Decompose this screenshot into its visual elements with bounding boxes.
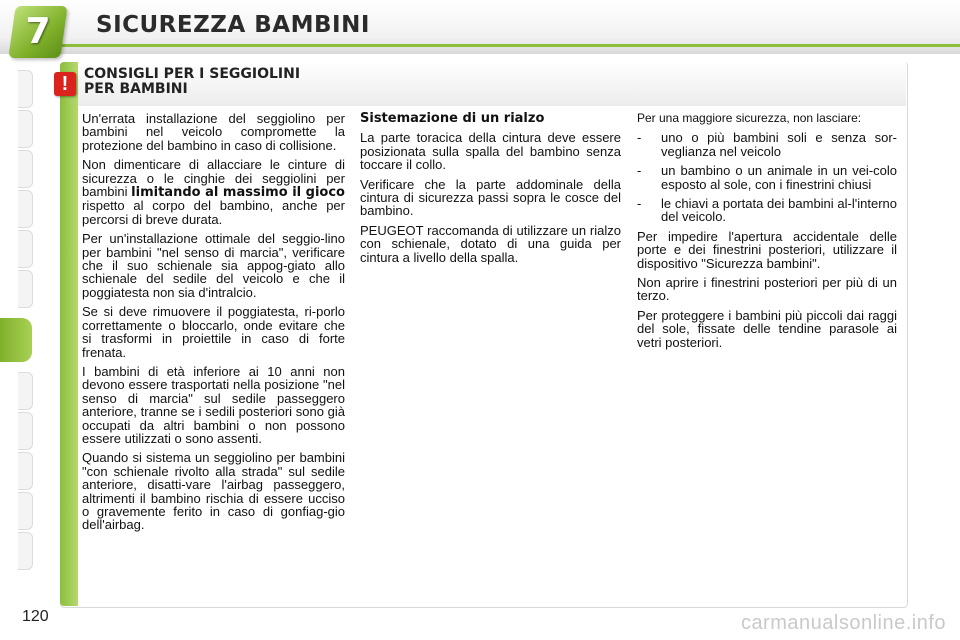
side-index-tab[interactable] <box>18 110 33 148</box>
box-title-line2: PER BAMBINI <box>84 81 188 97</box>
intro-note: Per una maggiore sicurezza, non lasciare: <box>637 111 862 125</box>
side-index-tab[interactable] <box>18 270 33 308</box>
paragraph: Non aprire i finestrini posteriori per più di un terzo. <box>637 275 897 304</box>
bold-text: limitando al massimo il gioco <box>131 185 345 201</box>
dash-bullet: - <box>637 196 642 212</box>
list-item <box>637 197 897 224</box>
dash-bullet: - <box>637 130 642 146</box>
column-right <box>637 112 897 355</box>
subheading: Sistemazione di un rialzo <box>360 111 545 126</box>
side-index-tab[interactable] <box>18 70 33 108</box>
section-title: SICUREZZA BAMBINI <box>96 12 370 38</box>
list-item-text: un bambino o un animale in un vei-colo esposto al sole, con i finestrini chiusi <box>661 163 897 192</box>
side-index-tab-active[interactable] <box>0 318 32 362</box>
text-run: rispetto al corpo del bambino, anche per percorsi di breve durata. <box>82 198 345 227</box>
side-index-tab[interactable] <box>18 190 33 228</box>
paragraph: Quando si sistema un seggiolino per bambini "con schienale rivolto alla strada" sul sedile anteriore, disatti-vare l'airbag passeggero, altrimenti il bambino rischia di essere ucciso o gravemente ferito in caso di gonfiag-gio dell'airbag. <box>82 450 345 533</box>
side-index-tab[interactable] <box>18 150 33 188</box>
paragraph: Per un'installazione ottimale del seggio-lino per bambini "nel senso di marcia", verificare che il suo schienale sia appog-giato allo schienale del sedile del veicolo e che il poggiatesta non sia d'intralcio. <box>82 231 345 300</box>
side-index-tab[interactable] <box>18 412 33 450</box>
side-index-tab[interactable] <box>18 452 33 490</box>
list-item-text: le chiavi a portata dei bambini al-l'interno del veicolo. <box>661 196 897 225</box>
text-run: Non dimenticare di allacciare le cinture di sicurezza o le cinghie dei seggiolini per bambini <box>82 157 345 200</box>
paragraph: La parte toracica della cintura deve essere posizionata sulla spalla del bambino senza toccare il collo. <box>360 130 621 173</box>
header-rule <box>60 44 960 47</box>
paragraph <box>82 158 345 226</box>
box-title <box>84 67 384 97</box>
side-index-tab[interactable] <box>18 492 33 530</box>
frame-accent-bar <box>60 62 78 606</box>
paragraph: PEUGEOT raccomanda di utilizzare un rialzo con schienale, dotato di una guida per cintura a livello della spalla. <box>360 222 621 265</box>
side-index-tab[interactable] <box>18 372 33 410</box>
paragraph: Un'errata installazione del seggiolino per bambini nel veicolo compromette la protezione del bambino in caso di collisione. <box>82 111 345 153</box>
side-index-tab[interactable] <box>18 532 33 570</box>
page-number: 120 <box>22 608 49 625</box>
list-item <box>637 164 897 191</box>
column-middle <box>360 112 621 270</box>
exclamation-warning-icon: ! <box>54 72 76 96</box>
chapter-number: 7 <box>25 11 51 52</box>
list-item <box>637 131 897 158</box>
paragraph: Se si deve rimuovere il poggiatesta, ri-porlo correttamente o bloccarlo, onde evitare che si trasformi in proiettile in caso di forte frenata. <box>82 304 345 360</box>
paragraph: Per impedire l'apertura accidentale delle porte e dei finestrini posteriori, utilizzare il dispositivo "Sicurezza bambini". <box>637 228 897 271</box>
paragraph: Per proteggere i bambini più piccoli dai raggi del sole, fissate delle tendine parasole ai vetri posteriori. <box>637 307 897 350</box>
list-item-text: uno o più bambini soli e senza sor-veglianza nel veicolo <box>661 130 897 159</box>
dash-bullet: - <box>637 163 642 179</box>
paragraph: Verificare che la parte addominale della cintura di sicurezza passi sopra le cosce del bambino. <box>360 176 621 219</box>
box-title-line1: CONSIGLI PER I SEGGIOLINI <box>84 66 301 82</box>
watermark: carmanualsonline.info <box>740 612 946 634</box>
paragraph: I bambini di età inferiore ai 10 anni non devono essere trasportati nella posizione "nel senso di marcia" sul sedile passeggero anteriore, tranne se i sedili posteriori sono già occupati da altri bambini o non possono essere utilizzati o sono assenti. <box>82 363 345 446</box>
column-left <box>82 112 345 538</box>
side-index-tab[interactable] <box>18 230 33 268</box>
